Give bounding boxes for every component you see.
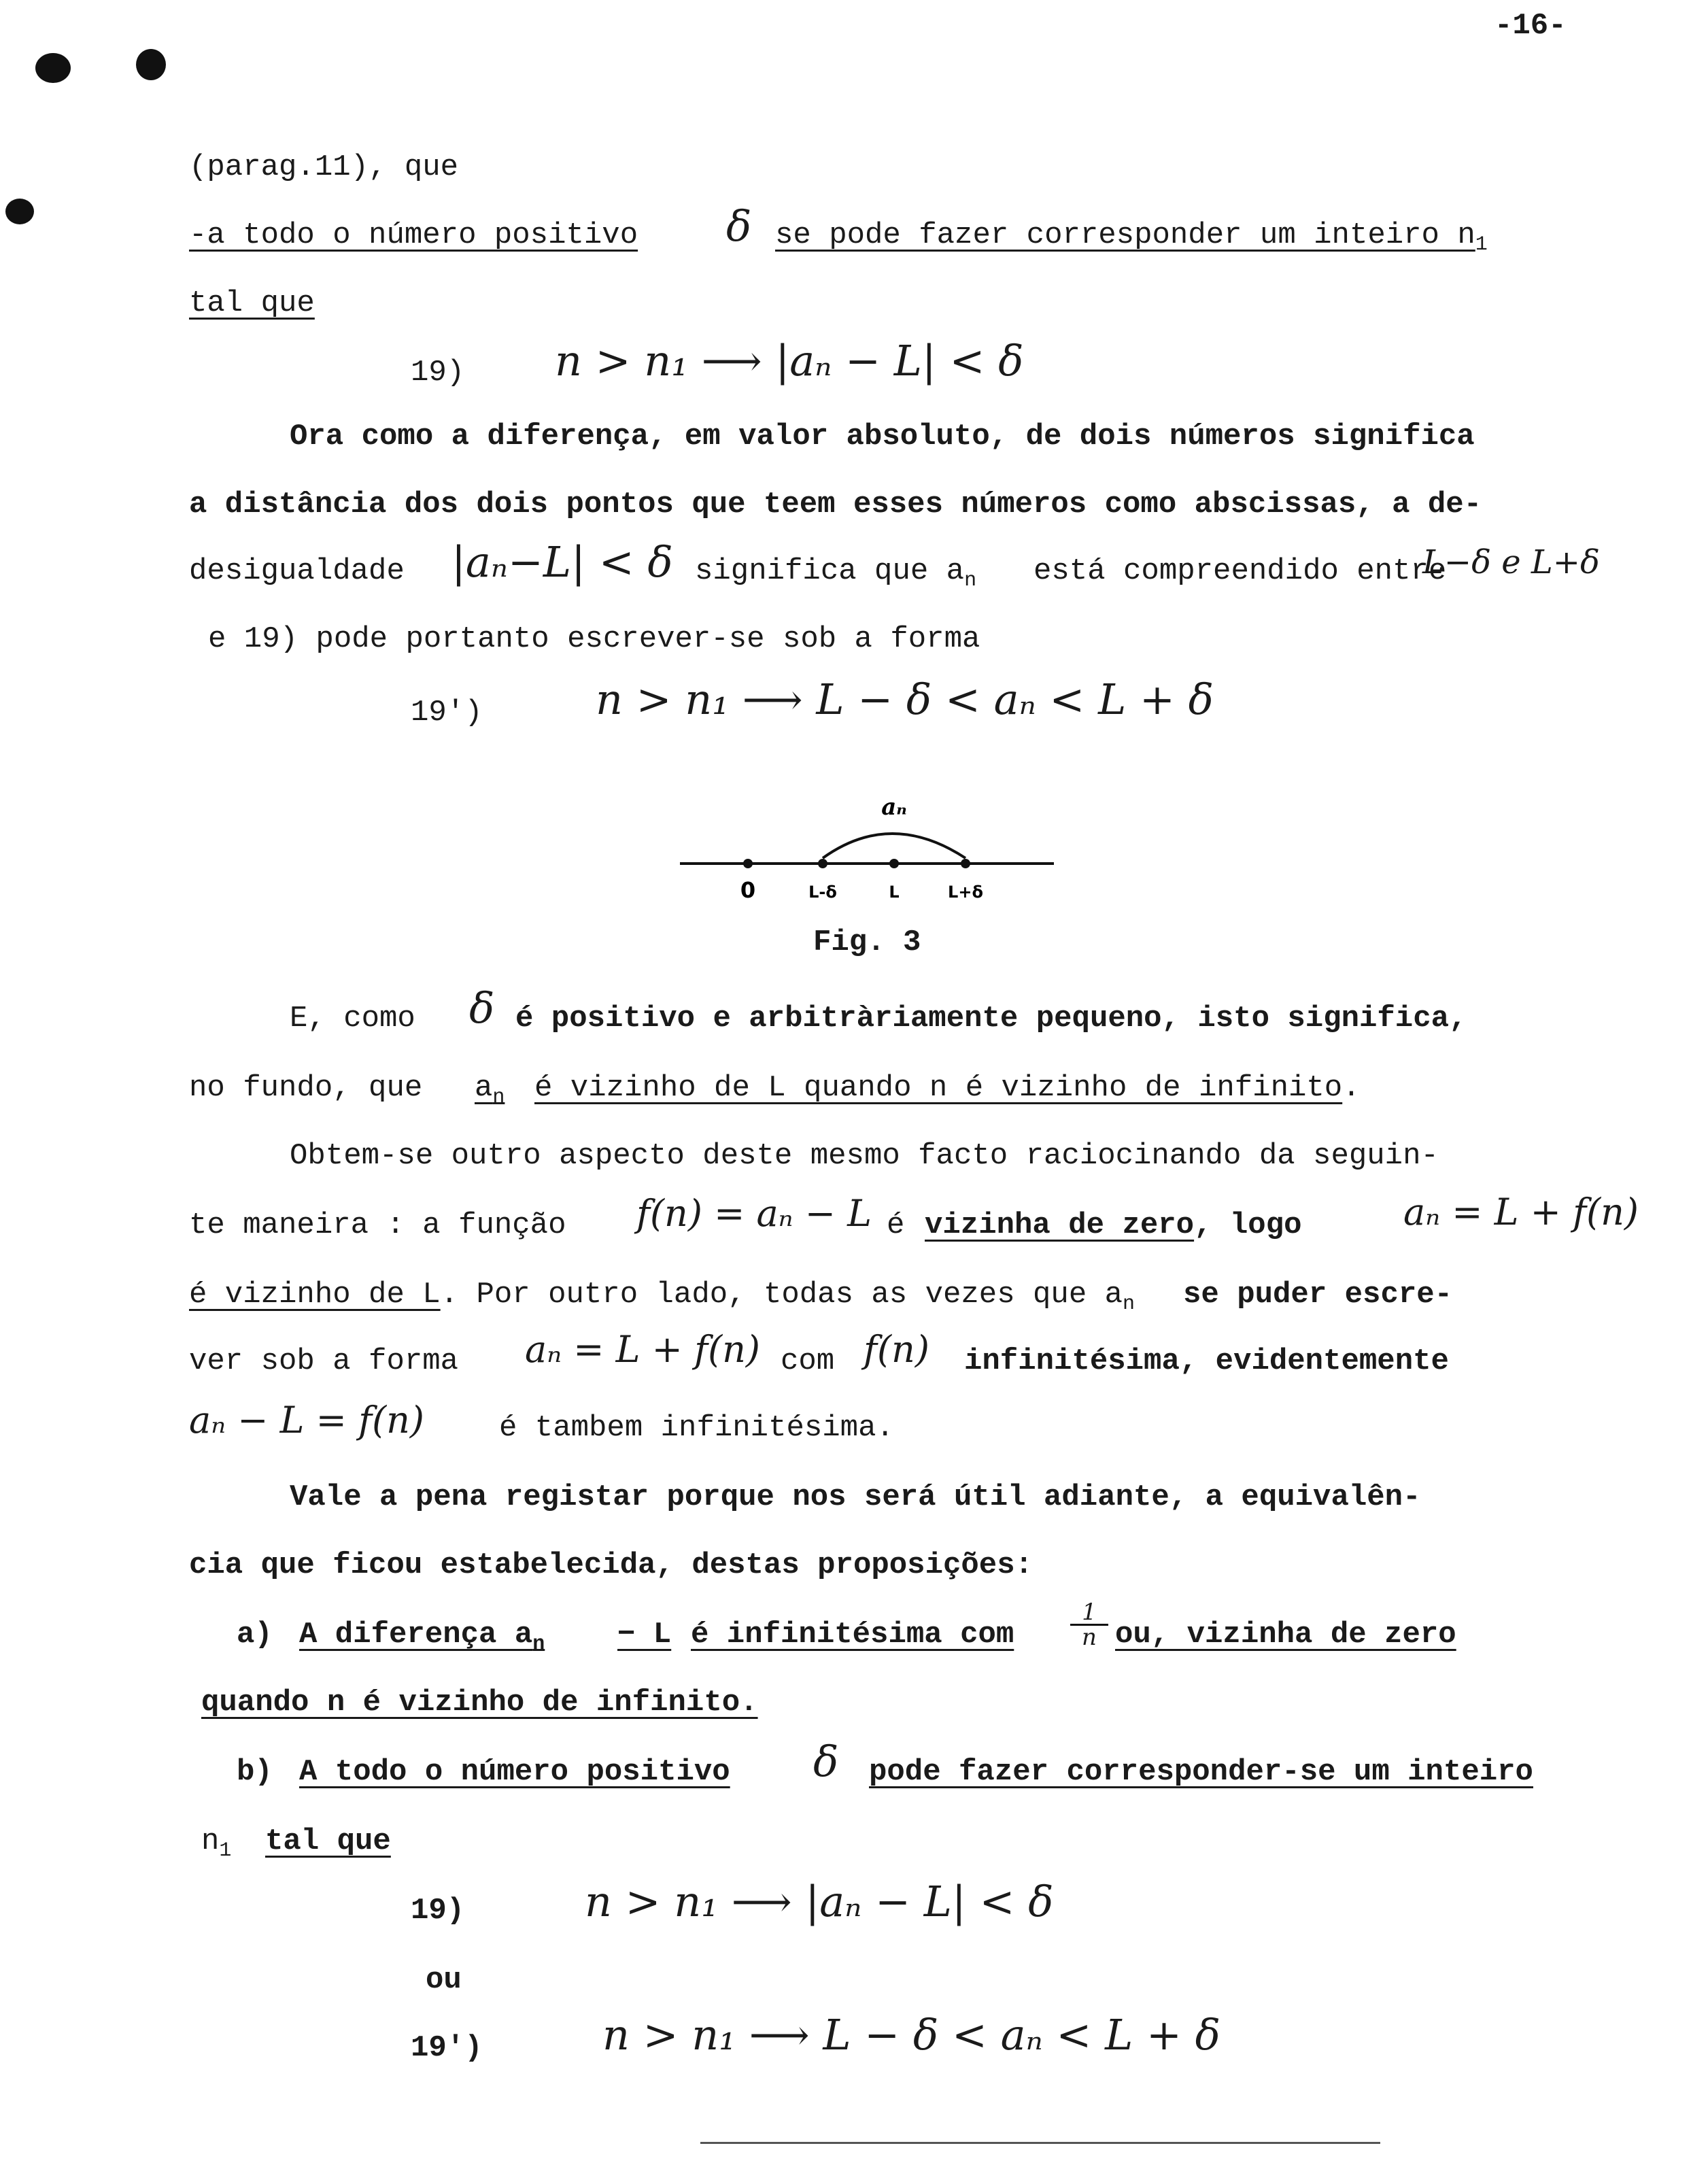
text-line: − L [617, 1618, 672, 1652]
text-line [299, 1616, 545, 1663]
text-line: Ora como a diferença, em valor absoluto, de dois números significa [290, 420, 1475, 454]
handwritten-equation: n > n₁ ⟶ |aₙ − L| < δ [555, 336, 1024, 386]
text-line [925, 1206, 1302, 1244]
text-span: . Por outro lado, todas as vezes que a [440, 1278, 1123, 1312]
text-line: se puder escre- [1183, 1278, 1453, 1312]
text-span: n [201, 1824, 220, 1858]
text-line [695, 552, 976, 600]
text-line: está compreendido entre [1034, 554, 1447, 588]
handwritten-delta: δ [726, 201, 752, 251]
equation-label: 19) [411, 1894, 465, 1928]
number-line-figure [673, 789, 1068, 911]
handwritten-expression: f(n) [864, 1328, 929, 1371]
text-line: ver sob a forma [189, 1344, 459, 1378]
subscript: n [1123, 1292, 1135, 1316]
tick-label: L-δ [808, 883, 837, 902]
subscript: n [964, 568, 977, 592]
text-line: é tambem infinitésima. [499, 1411, 894, 1445]
binder-hole-mark [35, 53, 71, 83]
handwritten-equation: n > n₁ ⟶ L − δ < aₙ < L + δ [602, 2010, 1220, 2060]
handwritten-expression: aₙ − L = f(n) [189, 1399, 424, 1442]
text-line [475, 1069, 505, 1116]
number-line-point [961, 859, 970, 868]
subscript: n [532, 1632, 545, 1656]
text-line: é infinitésima com [691, 1618, 1014, 1652]
text-line: com [781, 1344, 835, 1378]
tick-label: L [889, 883, 900, 902]
text-line: infinitésima, evidentemente [964, 1344, 1449, 1378]
interval-arc [823, 834, 966, 858]
text-span: é vizinho de L quando n é vizinho de infinito [534, 1071, 1343, 1105]
binder-hole-mark [5, 199, 34, 224]
text-span: significa que a [695, 554, 965, 588]
text-line: quando n é vizinho de infinito. [201, 1686, 758, 1720]
text-span: se pode fazer corresponder um inteiro n [775, 218, 1475, 252]
number-line-point [743, 859, 753, 868]
text-span: vizinha de zero [925, 1208, 1195, 1242]
text-line: A todo o número positivo [299, 1755, 730, 1789]
text-line: desigualdade [189, 554, 405, 588]
handwritten-delta: δ [469, 983, 495, 1033]
subscript: n [492, 1085, 505, 1109]
subscript: 1 [219, 1839, 232, 1862]
text-line: tal que [265, 1824, 391, 1858]
figure-caption: Fig. 3 [813, 925, 921, 959]
text-line: a distância dos dois pontos que teem esses números como abscissas, a de- [189, 488, 1482, 522]
text-line: é [887, 1208, 905, 1242]
fraction-one-over-n [1070, 1601, 1108, 1649]
number-line-point [889, 859, 899, 868]
tick-label: L+δ [948, 883, 983, 902]
text-line: (parag.11), que [189, 150, 459, 184]
text-span: . [1342, 1071, 1361, 1105]
text-line: e 19) pode portanto escrever-se sob a forma [208, 622, 980, 656]
fraction-denominator: n [1070, 1624, 1108, 1649]
text-line [189, 1276, 1135, 1323]
handwritten-equation: n > n₁ ⟶ |aₙ − L| < δ [585, 1877, 1054, 1926]
handwritten-expression: |aₙ−L| < δ [451, 537, 673, 587]
number-line-point [818, 859, 827, 868]
text-line [534, 1069, 1361, 1107]
text-span: a [475, 1071, 493, 1105]
tick-label: 0 [740, 877, 756, 903]
equation-label: 19') [411, 696, 483, 730]
list-label: b) [237, 1755, 273, 1789]
text-line: é positivo e arbitràriamente pequeno, isto significa, [515, 1002, 1467, 1036]
text-line: ou, vizinha de zero [1115, 1618, 1456, 1652]
handwritten-expression: aₙ = L + f(n) [525, 1328, 760, 1371]
fraction-numerator: 1 [1082, 1599, 1097, 1626]
subscript: 1 [1475, 233, 1488, 256]
text-line: ou [426, 1963, 462, 1997]
text-line: -a todo o número positivo [189, 218, 638, 252]
text-span: , logo [1194, 1208, 1302, 1242]
text-span: é vizinho de L [189, 1278, 441, 1312]
equation-label: 19) [411, 356, 465, 390]
arc-label: aₙ [881, 794, 907, 821]
text-line: E, como [290, 1002, 415, 1036]
text-line: Vale a pena registar porque nos será útil adiante, a equivalên- [290, 1480, 1421, 1514]
handwritten-expression: aₙ = L + f(n) [1403, 1191, 1639, 1233]
text-line: pode fazer corresponder-se um inteiro [869, 1755, 1533, 1789]
handwritten-delta: δ [813, 1737, 839, 1786]
handwritten-equation: n > n₁ ⟶ L − δ < aₙ < L + δ [596, 675, 1214, 724]
page-number: -16- [1494, 9, 1567, 43]
handwritten-expression: L−δ e L+δ [1422, 543, 1600, 581]
text-line: cia que ficou estabelecida, destas proposições: [189, 1548, 1034, 1582]
text-line [201, 1822, 231, 1870]
handwritten-expression: f(n) = aₙ − L [636, 1192, 872, 1235]
list-label: a) [237, 1618, 273, 1652]
text-span: A diferença a [299, 1618, 533, 1652]
text-line: tal que [189, 286, 315, 320]
equation-label: 19') [411, 2031, 483, 2065]
binder-hole-mark [136, 49, 166, 80]
bottom-rule [700, 2142, 1380, 2144]
text-line: Obtem-se outro aspecto deste mesmo facto raciocinando da seguin- [290, 1139, 1439, 1173]
text-line: no fundo, que [189, 1071, 423, 1105]
text-line: te maneira : a função [189, 1208, 566, 1242]
text-line [775, 216, 1488, 264]
